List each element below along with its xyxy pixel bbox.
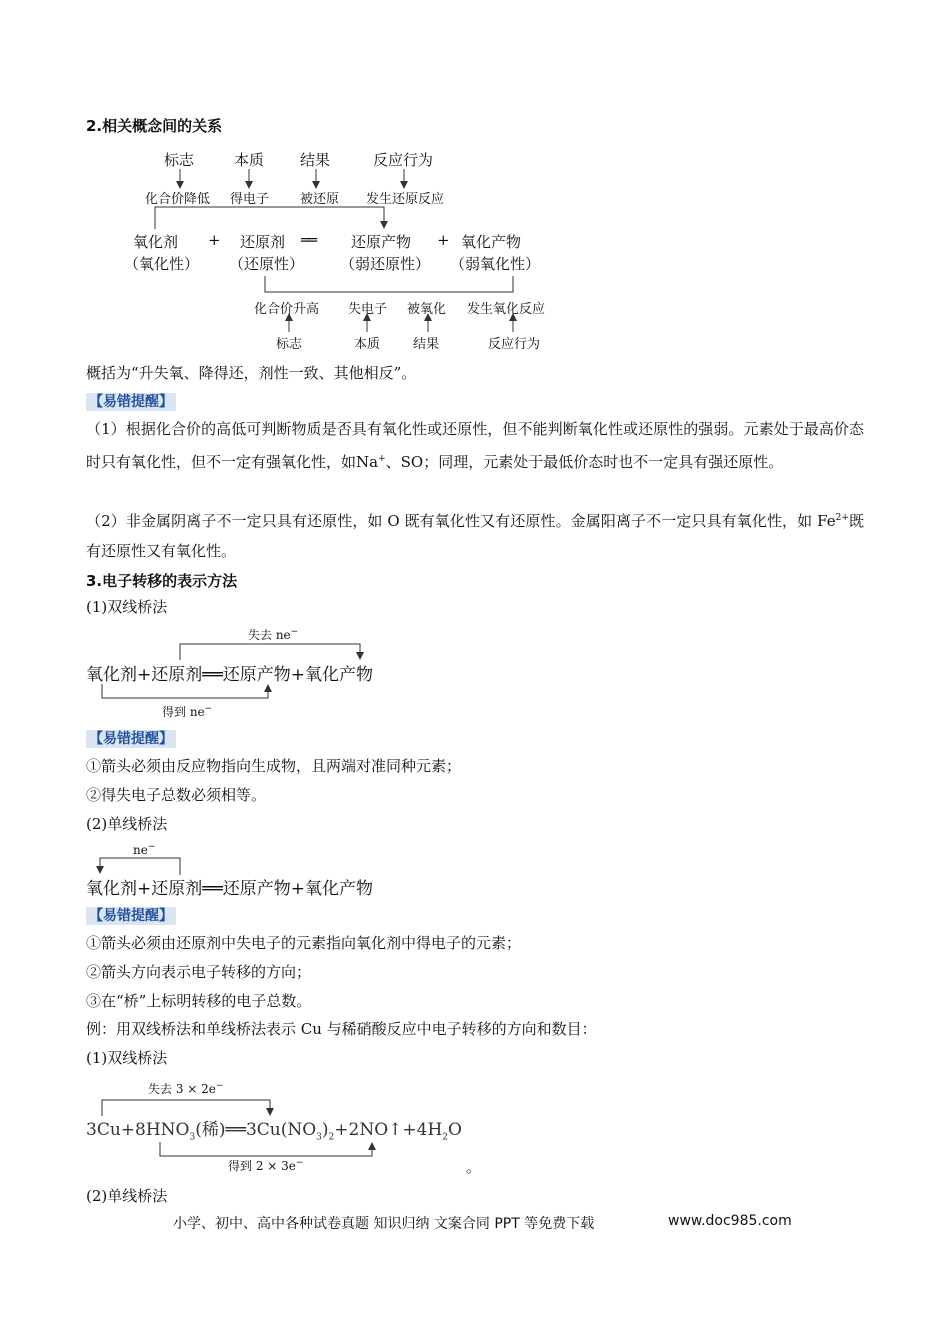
single-bridge-equation: 氧化剂+还原剂══还原产物+氧化产物 (86, 879, 373, 899)
single-bridge-title: (2)单线桥法 (86, 815, 168, 833)
oxidation-product-term: 氧化产物 (461, 233, 522, 251)
example-text: 例：用双线桥法和单线桥法表示 Cu 与稀硝酸反应中电子转移的方向和数目： (86, 1020, 597, 1038)
footer-text: 小学、初中、高中各种试卷真题 知识归纳 文案合同 PPT 等免费下载 (173, 1216, 595, 1232)
single-tip-1: ①箭头必须由还原剂中失电子的元素指向氧化剂中得电子的元素； (86, 934, 522, 952)
tip-paragraph-1: （1）根据化合价的高低可判断物质是否具有氧化性或还原性，但不能判断氧化性或还原性的强弱。元素处于最高价态时只有氧化性，但不一定有强氧化性，如Na+、SO；同理，元素处于最低价态时也不一定具有强还原性。 (86, 420, 864, 471)
plus-sign: + (437, 231, 450, 249)
oxidant-property: （氧化性） (124, 255, 200, 273)
top-item-gain-electron: 得电子 (230, 192, 270, 207)
reductant-property: （还原性） (229, 255, 305, 273)
plus-sign: + (208, 231, 221, 249)
top-label-result: 结果 (300, 151, 331, 169)
tip-badge: 【易错提醒】 (86, 905, 176, 926)
bottom-item-oxidized: 被氧化 (407, 302, 447, 317)
top-label-essence: 本质 (234, 151, 265, 169)
top-label-behavior: 反应行为 (373, 151, 434, 169)
double-tip-2: ②得失电子总数必须相等。 (86, 786, 267, 804)
section-heading-concepts: 2.相关概念间的关系 (86, 117, 223, 135)
double-tip-1: ①箭头必须由反应物指向生成物，且两端对准同种元素； (86, 757, 462, 775)
reduction-product-term: 还原产物 (351, 233, 412, 251)
bottom-item-oxidation-reaction: 发生氧化反应 (467, 302, 546, 317)
footer-url[interactable]: www.doc985.com (668, 1213, 792, 1229)
top-label-sign: 标志 (164, 151, 195, 169)
summary-text: 概括为“升失氧、降得还，剂性一致、其他相反”。 (86, 364, 417, 382)
bottom-label-result: 结果 (413, 337, 440, 352)
reductant-term: 还原剂 (240, 233, 286, 251)
single-bridge-top-label: ne− (133, 842, 156, 857)
reduction-product-property: （弱还原性） (340, 255, 431, 273)
example-equation: $3Cu+8HNO_3$(稀)$══3Cu(NO_3)_2+2NO↑+4H_2O$ (86, 1120, 462, 1143)
single-tip-2: ②箭头方向表示电子转移的方向； (86, 963, 312, 981)
example-top-label: 失去 3 × 2e− (148, 1081, 224, 1096)
equals-sign: ══ (301, 231, 316, 249)
double-bridge-top-label: 失去 ne− (248, 627, 299, 642)
example-double-title: (1)双线桥法 (86, 1049, 168, 1067)
bottom-item-valence-up: 化合价升高 (254, 302, 320, 317)
oxidation-product-property: （弱氧化性） (450, 255, 541, 273)
double-bridge-bottom-label: 得到 ne− (162, 704, 213, 719)
oxidant-term: 氧化剂 (133, 233, 179, 251)
example-single-title: (2)单线桥法 (86, 1187, 168, 1205)
tip-badge: 【易错提醒】 (86, 728, 176, 749)
example-period: 。 (466, 1158, 482, 1176)
tip-paragraph-2: （2）非金属阴离子不一定只具有还原性，如 O 既有氧化性又有还原性。金属阳离子不一定只具有氧化性，如 $Fe^{2+}$既有还原性又有氧化性。 (86, 512, 864, 560)
top-item-reduced: 被还原 (300, 192, 340, 207)
bottom-label-essence: 本质 (354, 337, 381, 352)
double-bridge-title: (1)双线桥法 (86, 598, 168, 616)
top-item-valence-down: 化合价降低 (145, 192, 211, 207)
bottom-item-lose-electron: 失电子 (348, 302, 388, 317)
section-heading-electron-transfer: 3.电子转移的表示方法 (86, 572, 238, 590)
example-bottom-label: 得到 2 × 3e− (228, 1158, 304, 1173)
tip-badge: 【易错提醒】 (86, 391, 176, 412)
top-item-reduction-reaction: 发生还原反应 (366, 192, 445, 207)
bottom-label-sign: 标志 (276, 337, 303, 352)
double-bridge-equation: 氧化剂+还原剂══还原产物+氧化产物 (86, 665, 373, 685)
single-tip-3: ③在“桥”上标明转移的电子总数。 (86, 992, 312, 1010)
bottom-label-behavior: 反应行为 (488, 337, 541, 352)
